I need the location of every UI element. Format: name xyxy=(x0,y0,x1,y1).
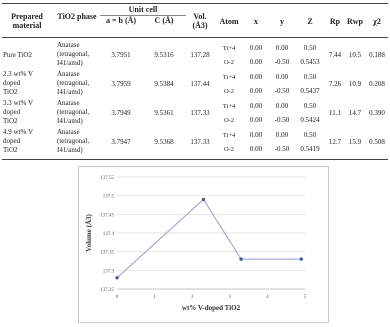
volume-data-point xyxy=(300,257,303,260)
header-y: y xyxy=(280,17,284,26)
row-z: 0.50 xyxy=(303,73,317,81)
y-tick-label: 137.3 xyxy=(102,269,114,275)
row-lattice-a: 3.7959 xyxy=(111,80,131,88)
row-material: doped xyxy=(3,108,21,116)
row-y: 0.00 xyxy=(275,102,289,110)
header-rwp: Rwp xyxy=(346,17,363,26)
row-lattice-a: 3.7949 xyxy=(111,109,131,117)
row-x: 0.00 xyxy=(249,131,263,139)
row-phase: Anatase xyxy=(57,128,80,136)
volume-chart-svg xyxy=(79,167,328,322)
row-material: Pure TiO2 xyxy=(3,51,32,59)
row-phase: (tetragonal, xyxy=(57,108,90,116)
row-z: 0.50 xyxy=(303,131,317,139)
row-lattice-c: 9.5316 xyxy=(154,51,174,59)
row-lattice-c: 9.5384 xyxy=(154,80,174,88)
row-material: TiO2 xyxy=(3,117,18,125)
row-material: TiO2 xyxy=(3,146,18,154)
header-prepared-material: Prepared material xyxy=(11,12,43,30)
row-lattice-c: 9.5361 xyxy=(154,109,174,117)
row-rp: 7.44 xyxy=(328,51,342,59)
volume-series-line xyxy=(117,199,301,277)
header-c: C (Å) xyxy=(154,16,174,25)
row-atom: O-2 xyxy=(223,146,235,153)
row-phase: I41/amd) xyxy=(57,88,83,96)
header-chi2: χ2 xyxy=(373,17,381,26)
row-chi2: 0.508 xyxy=(369,138,385,146)
x-tick-label: 2 xyxy=(190,295,194,300)
row-y: 0.00 xyxy=(275,73,289,81)
row-x: 0.00 xyxy=(249,116,263,124)
row-y: -0.50 xyxy=(274,145,290,153)
row-material: 4.9 wt% V xyxy=(3,128,34,136)
row-y: 0.00 xyxy=(275,44,289,52)
row-phase: (tetragonal, xyxy=(57,79,90,87)
header-vol: Vol. (Å3) xyxy=(192,12,208,30)
row-chi2: 0.390 xyxy=(369,109,385,117)
row-rwp: 10.5 xyxy=(348,51,362,59)
row-lattice-a: 3.7947 xyxy=(111,138,131,146)
table-header-rule xyxy=(2,37,388,38)
volume-chart xyxy=(78,166,329,323)
header-a-eq-b: a = b (Å) xyxy=(105,16,137,25)
x-tick-label: 5 xyxy=(303,295,307,300)
row-lattice-a: 3.7951 xyxy=(111,51,131,59)
row-rwp: 14.7 xyxy=(348,109,362,117)
row-y: -0.50 xyxy=(274,58,290,66)
row-material: doped xyxy=(3,79,21,87)
row-atom: O-2 xyxy=(223,117,235,124)
row-rwp: 15.9 xyxy=(348,138,362,146)
row-z: 0.50 xyxy=(303,102,317,110)
row-phase: I41/amd) xyxy=(57,117,83,125)
header-atom: Atom xyxy=(219,17,239,26)
row-rwp: 10.9 xyxy=(348,80,362,88)
row-x: 0.00 xyxy=(249,44,263,52)
y-tick-label: 137.55 xyxy=(100,176,114,181)
row-z: 0.5437 xyxy=(300,87,320,95)
row-volume: 137.33 xyxy=(190,138,210,146)
row-z: 0.50 xyxy=(303,44,317,52)
header-unit-cell: Unit cell xyxy=(128,5,158,14)
header-rp: Rp xyxy=(329,17,341,26)
x-axis-title: wt% V-doped TiO2 xyxy=(181,304,241,312)
row-atom: Ti+4 xyxy=(222,132,236,139)
table-bottom-rule xyxy=(2,159,388,160)
row-chi2: 0.188 xyxy=(369,51,385,59)
y-tick-label: 137.4 xyxy=(102,232,114,237)
row-atom: Ti+4 xyxy=(222,74,236,81)
row-atom: Ti+4 xyxy=(222,103,236,110)
row-atom: Ti+4 xyxy=(222,45,236,52)
x-tick-label: 3 xyxy=(228,295,232,300)
row-phase: Anatase xyxy=(57,41,80,49)
row-lattice-c: 9.5368 xyxy=(154,138,174,146)
row-y: -0.50 xyxy=(274,87,290,95)
row-phase: Anatase xyxy=(57,99,80,107)
row-phase: (tetragonal, xyxy=(57,50,90,58)
row-rp: 12.7 xyxy=(328,138,342,146)
rietveld-table xyxy=(0,0,390,163)
row-rp: 7.26 xyxy=(328,80,342,88)
row-atom: O-2 xyxy=(223,88,235,95)
row-volume: 137.44 xyxy=(190,80,210,88)
x-tick-label: 0 xyxy=(115,295,119,300)
row-z: 0.5424 xyxy=(300,116,320,124)
row-phase: Anatase xyxy=(57,70,80,78)
row-phase: I41/amd) xyxy=(57,59,83,67)
volume-data-point xyxy=(202,198,205,201)
row-volume: 137.28 xyxy=(190,51,210,59)
table-top-rule xyxy=(2,3,388,4)
header-tio2-phase: TiO2 phase xyxy=(57,12,97,21)
volume-data-point xyxy=(239,257,242,260)
row-z: 0.5419 xyxy=(300,145,320,153)
x-tick-label: 4 xyxy=(266,295,269,300)
row-phase: (tetragonal, xyxy=(57,137,90,145)
row-x: 0.00 xyxy=(249,58,263,66)
row-material: doped xyxy=(3,137,21,145)
y-tick-label: 137.45 xyxy=(100,213,114,219)
y-axis-title: Volume (Å3) xyxy=(85,214,93,252)
x-tick-label: 1 xyxy=(153,295,156,300)
header-x: x xyxy=(254,17,258,26)
volume-data-point xyxy=(115,276,118,279)
row-x: 0.00 xyxy=(249,102,263,110)
row-material: 2.3 wt% V xyxy=(3,70,34,78)
row-rp: 11.1 xyxy=(329,109,341,117)
row-material: TiO2 xyxy=(3,88,18,96)
row-atom: O-2 xyxy=(223,59,235,66)
y-tick-label: 137.5 xyxy=(102,194,114,200)
row-y: 0.00 xyxy=(275,131,289,139)
row-x: 0.00 xyxy=(249,145,263,153)
row-chi2: 0.208 xyxy=(369,80,385,88)
y-tick-label: 137.25 xyxy=(100,288,114,293)
row-z: 0.5453 xyxy=(300,58,320,66)
row-x: 0.00 xyxy=(249,73,263,81)
row-material: 3.3 wt% V xyxy=(3,99,34,107)
row-y: -0.50 xyxy=(274,116,290,124)
row-phase: I41/amd) xyxy=(57,146,83,154)
row-volume: 137.33 xyxy=(190,109,210,117)
header-z: Z xyxy=(307,17,313,26)
row-x: 0.00 xyxy=(249,87,263,95)
y-tick-label: 137.35 xyxy=(100,250,114,256)
